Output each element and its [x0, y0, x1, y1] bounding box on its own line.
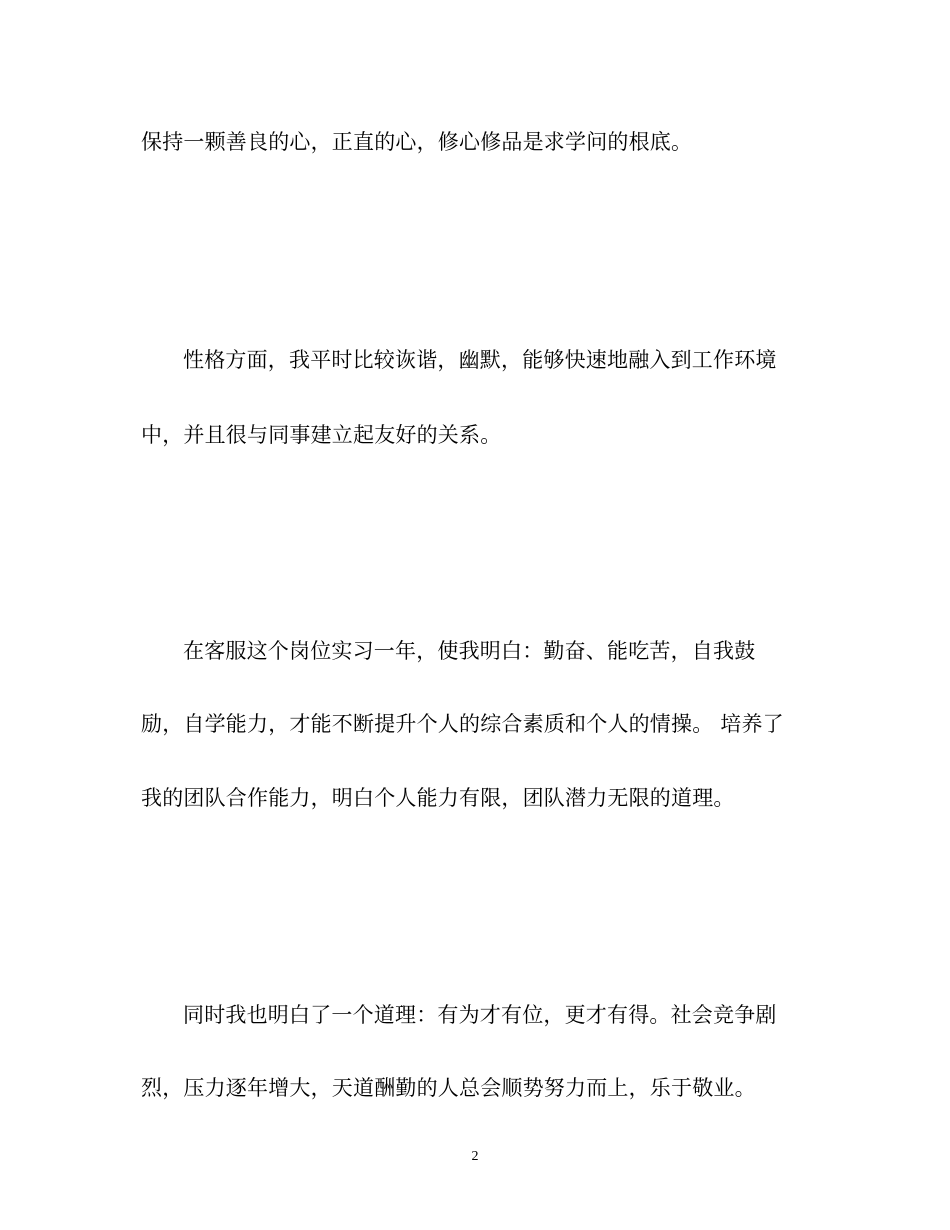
page-number: 2 [471, 1149, 479, 1164]
paragraph-2-line-2: 中，并且很与同事建立起友好的关系。 [141, 423, 502, 447]
paragraph-2-line-1: 性格方面，我平时比较诙谐，幽默，能够快速地融入到工作环境 [183, 348, 777, 372]
paragraph-3-line-1: 在客服这个岗位实习一年，使我明白：勤奋、能吃苦，自我鼓 [183, 639, 756, 663]
paragraph-1-line-1: 保持一颗善良的心，正直的心，修心修品是求学问的根底。 [141, 130, 693, 154]
paragraph-3-line-2: 励，自学能力，才能不断提升个人的综合素质和个人的情操。 培养了 [141, 712, 784, 736]
paragraph-4-line-2: 烈，压力逐年增大，天道酬勤的人总会顺势努力而上，乐于敬业。 [141, 1076, 756, 1100]
paragraph-3-line-3: 我的团队合作能力，明白个人能力有限，团队潜力无限的道理。 [141, 786, 735, 810]
paragraph-4-line-1: 同时我也明白了一个道理：有为才有位，更才有得。社会竞争剧 [183, 1003, 777, 1027]
